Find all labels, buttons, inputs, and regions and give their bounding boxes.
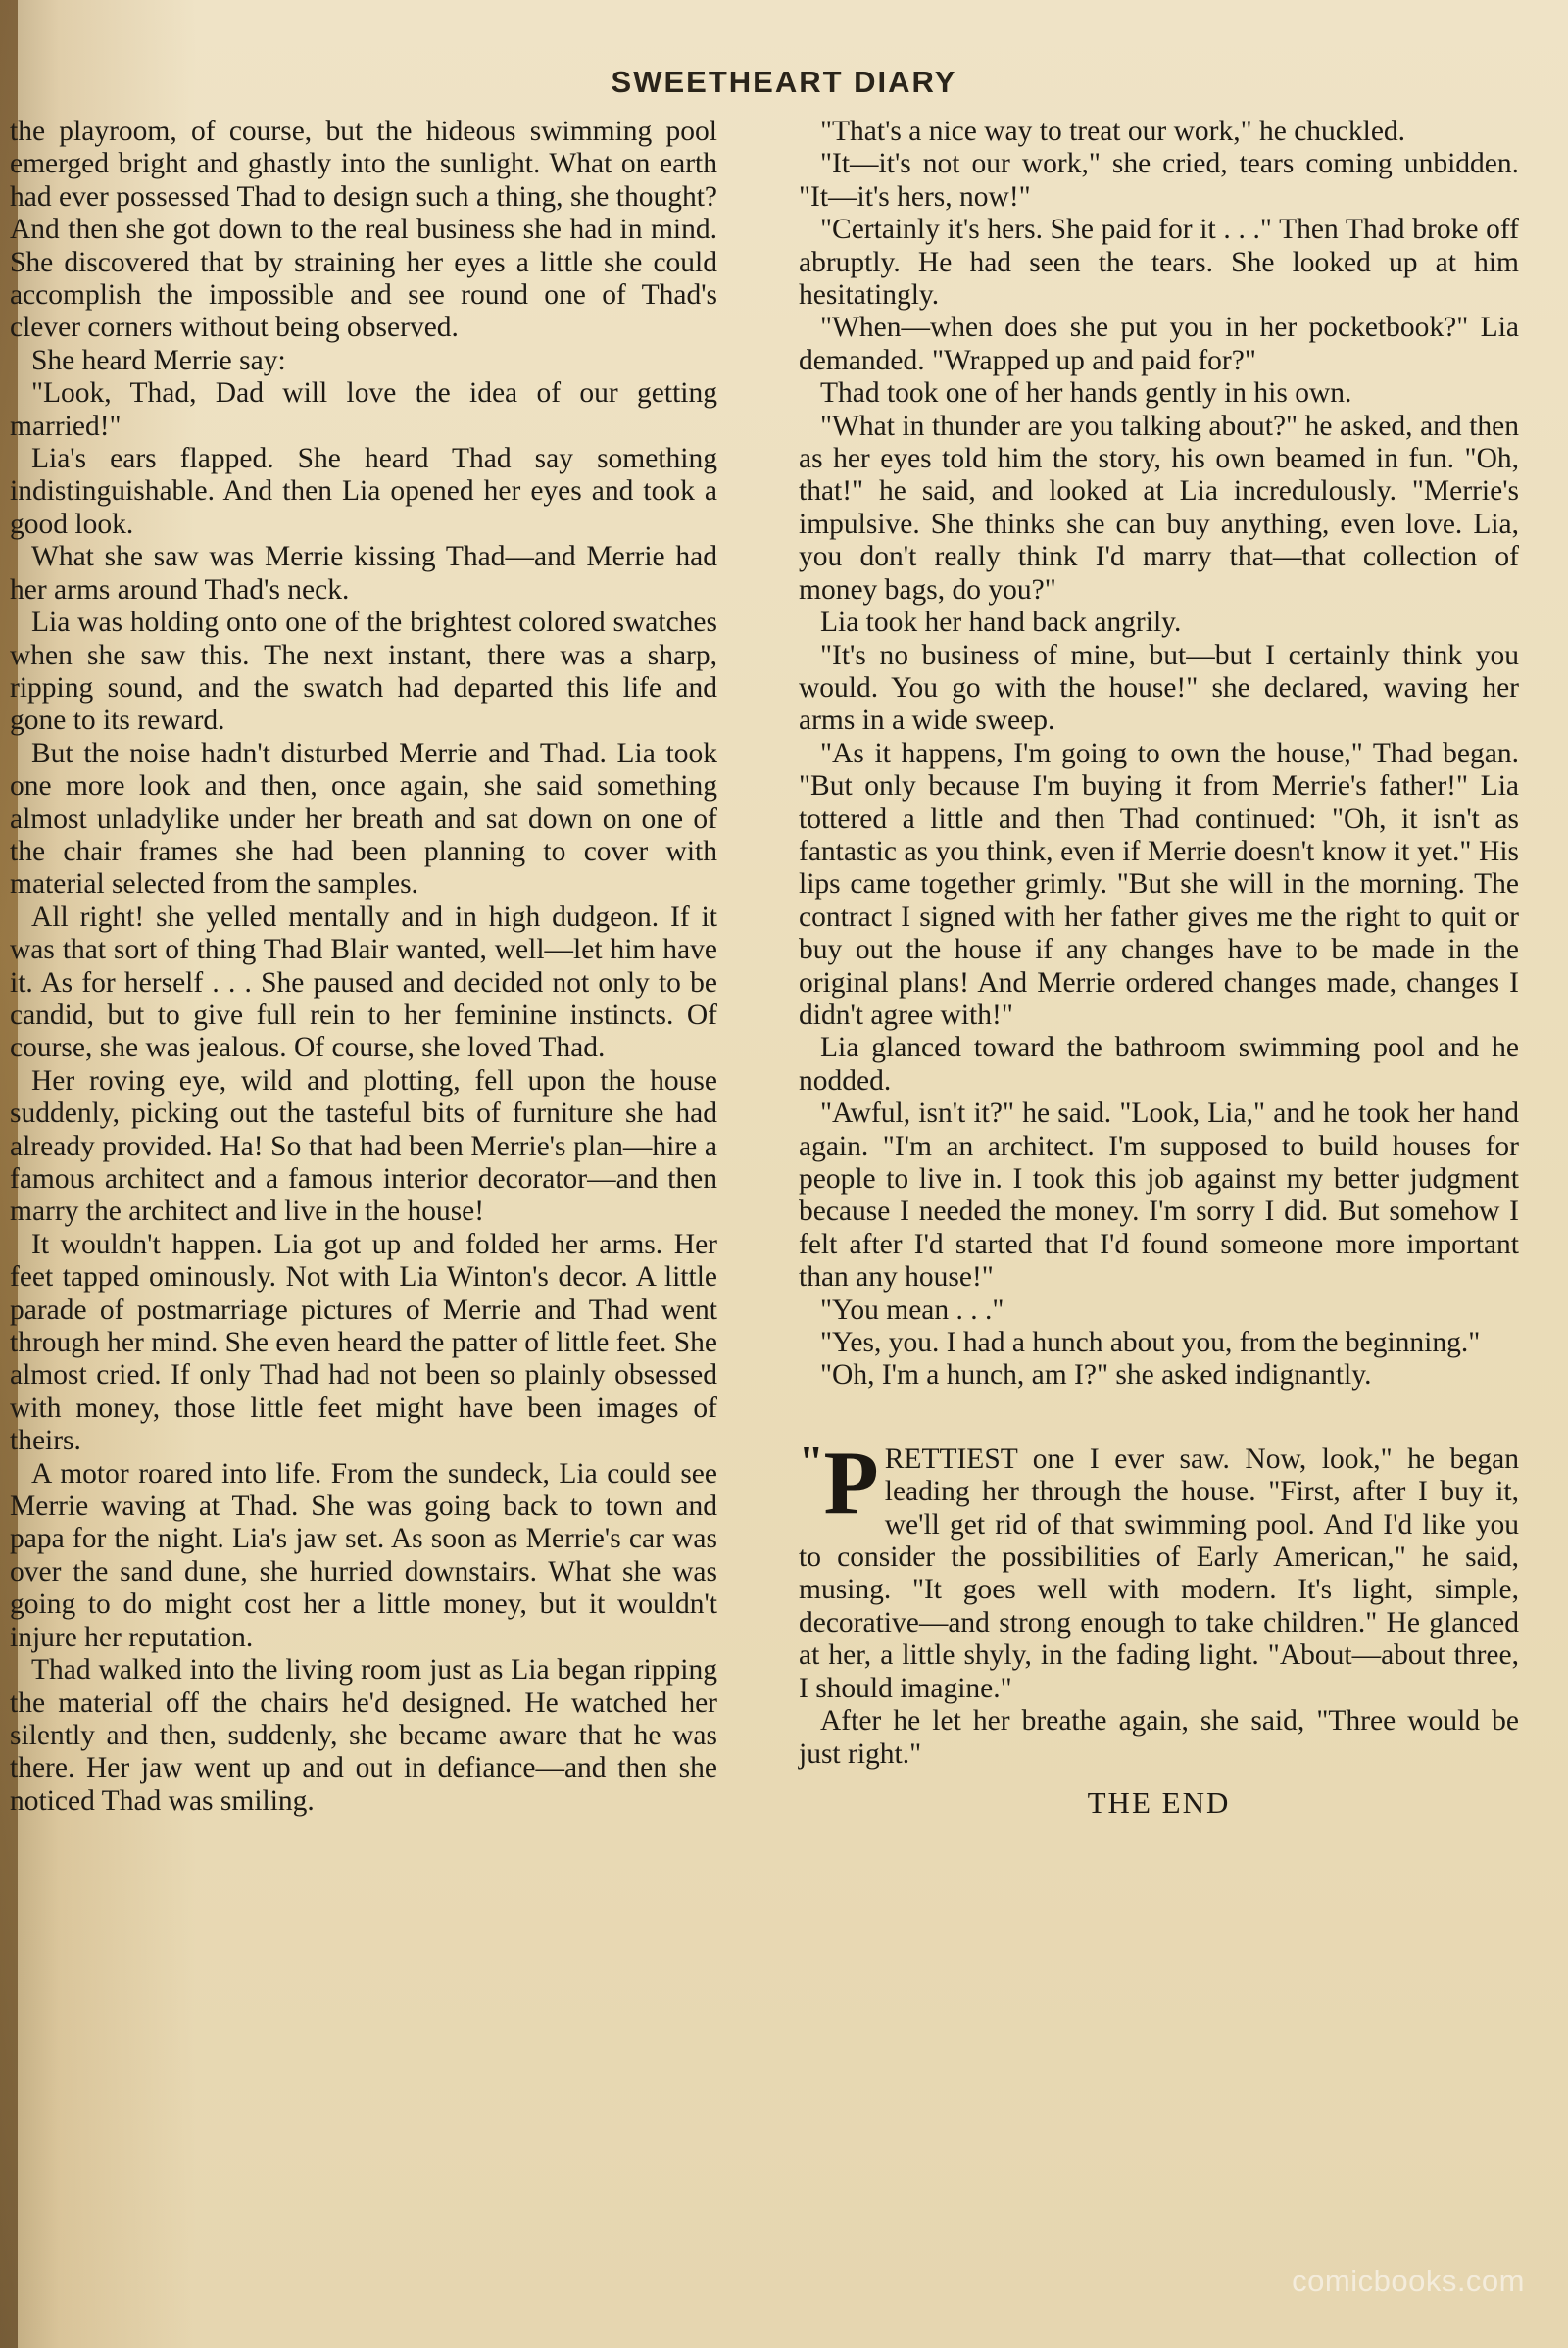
- dropcap-paragraph: [799, 1432, 1519, 1705]
- paragraph: Lia was holding onto one of the brightest colored swatches when she saw this. The next instant, there was a sharp, ripping sound, and the swatch had departed this life and gone to its reward.: [10, 607, 717, 737]
- drop-cap-letter: [799, 1432, 879, 1533]
- paragraph: Her roving eye, wild and plotting, fell upon the house suddenly, picking out the tasteful bits of furniture she had already provided. Ha! So that had been Merrie's plan—hire a famous architect and a famous interior decorator—and then marry the architect and live in the house!: [10, 1064, 717, 1228]
- paragraph: "Certainly it's hers. She paid for it . . ." Then Thad broke off abruptly. He had seen the tears. She looked up at him hesitatingly.: [799, 214, 1519, 312]
- paragraph: What she saw was Merrie kissing Thad—and Merrie had her arms around Thad's neck.: [10, 541, 717, 606]
- the-end-label: THE END: [1087, 1785, 1231, 1820]
- paragraph: "Look, Thad, Dad will love the idea of our getting married!": [10, 377, 717, 442]
- paragraph: Lia's ears flapped. She heard Thad say something indistinguishable. And then Lia opened her eyes and took a good look.: [10, 443, 717, 540]
- drop-cap-initial: P: [823, 1432, 879, 1533]
- page-title: SWEETHEART DIARY: [611, 65, 957, 99]
- paragraph: "It's no business of mine, but—but I certainly think you would. You go with the house!" she declared, waving her arms in a wide sweep.: [799, 639, 1519, 737]
- drop-cap-quote: ": [799, 1436, 824, 1487]
- paragraph: "That's a nice way to treat our work," he chuckled.: [820, 116, 1406, 147]
- site-watermark: comicbooks.com: [1292, 2264, 1525, 2298]
- paragraph: "What in thunder are you talking about?" he asked, and then as her eyes told him the story, his own beamed in fun. "Oh, that!" he said, and looked at Lia incredulously. "Merrie's impulsive. She thinks she can buy anything, even love. Lia, you don't really think I'd marry that—that collection of money bags, do you?": [799, 410, 1519, 606]
- paragraph: "You mean . . .": [820, 1294, 1004, 1326]
- paragraph: "Oh, I'm a hunch, am I?" she asked indignantly.: [820, 1359, 1372, 1392]
- paragraph: "It—it's not our work," she cried, tears coming unbidden. "It—it's hers, now!": [799, 148, 1519, 213]
- paragraph: "As it happens, I'm going to own the house," Thad began. "But only because I'm buying it from Merrie's father!" Lia tottered a little and then Thad continued: "Oh, it isn't as fantastic as you think, even if Merrie doesn't know it yet." His lips came together grimly. "But she will in the morning. The contract I signed with her father gives me the right to quit or buy out the house if any changes have to be made in the original plans! And Merrie ordered changes made, changes I didn't agree with!": [799, 737, 1519, 1031]
- paragraph: "When—when does she put you in her pocketbook?" Lia demanded. "Wrapped up and paid for?": [799, 312, 1519, 376]
- right-text-column: [799, 116, 1519, 1819]
- paragraph: Thad took one of her hands gently in his own.: [820, 377, 1352, 410]
- paragraph: She heard Merrie say:: [31, 344, 286, 376]
- paragraph: "Awful, isn't it?" he said. "Look, Lia," and he took her hand again. "I'm an architect. I'm supposed to build houses for people to live in. I took this job against my better judgment because I needed the money. I'm sorry I did. But somehow I felt after I'd started that I'd found someone more important than any house!": [799, 1098, 1519, 1294]
- paragraph: Lia glanced toward the bathroom swimming pool and he nodded.: [799, 1032, 1519, 1097]
- left-text-column: [10, 116, 717, 1818]
- paragraph: "Yes, you. I had a hunch about you, from the beginning.": [820, 1327, 1481, 1359]
- paragraph: Thad walked into the living room just as Lia began ripping the material off the chairs he'd designed. He watched her silently and then, suddenly, she became aware that he was there. Her jaw went up and out in defiance—and then she noticed Thad was smiling.: [10, 1654, 717, 1817]
- paragraph: the playroom, of course, but the hideous swimming pool emerged bright and ghastly into the sunlight. What on earth had ever possessed Thad to design such a thing, she thought? And then she got down to the real business she had in mind. She discovered that by straining her eyes a little she could accomplish the impossible and see round one of Thad's clever corners without being observed.: [10, 116, 717, 344]
- paragraph: A motor roared into life. From the sundeck, Lia could see Merrie waving at Thad. She was going back to town and papa for the night. Lia's jaw set. As soon as Merrie's car was over the sand dune, she hurried downstairs. What she was going to do might cost her a little money, but it wouldn't injure her reputation.: [10, 1457, 717, 1653]
- dropcap-paragraph-text: RETTIEST one I ever saw. Now, look," he began leading her through the house. "First, after I buy it, we'll get rid of that swimming pool. And I'd like you to consider the possibilities of Early American," he said, musing. "It goes well with modern. It's light, simple, decorative—and strong enough to take children." He glanced at her, a little shyly, in the fading light. "About—about three, I should imagine.": [799, 1443, 1519, 1704]
- final-paragraph: After he let her breathe again, she said, "Three would be just right.": [799, 1705, 1519, 1770]
- paragraph: But the noise hadn't disturbed Merrie and Thad. Lia took one more look and then, once again, she said something almost unladylike under her breath and sat down on one of the chair frames she had been planning to cover with material selected from the samples.: [10, 737, 717, 901]
- paragraph: Lia took her hand back angrily.: [820, 607, 1182, 639]
- paragraph: It wouldn't happen. Lia got up and folded her arms. Her feet tapped ominously. Not with Lia Winton's decor. A little parade of postmarriage pictures of Merrie and Thad went through her mind. She even heard the patter of little feet. She almost cried. If only Thad had not been so plainly obsessed with money, those little feet might have been images of theirs.: [10, 1228, 717, 1457]
- paragraph: All right! she yelled mentally and in high dudgeon. If it was that sort of thing Thad Blair wanted, well—let him have it. As for herself . . . She paused and decided not only to be candid, but to give full rein to her feminine instincts. Of course, she was jealous. Of course, she loved Thad.: [10, 901, 717, 1064]
